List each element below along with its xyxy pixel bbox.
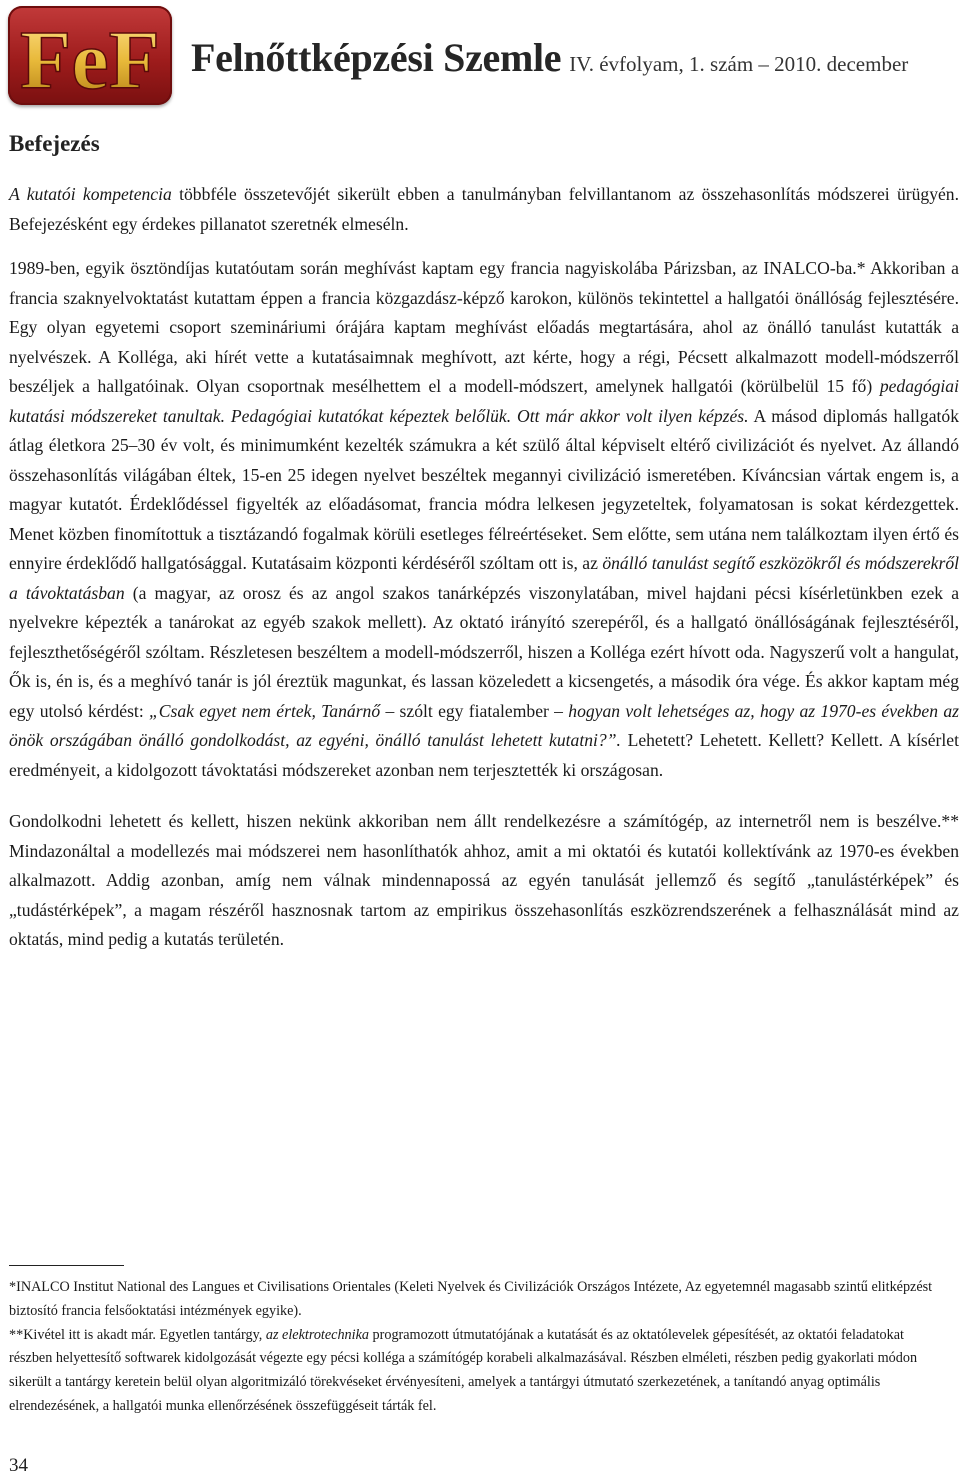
- fef-logo-icon: [8, 6, 172, 105]
- paragraph-2-italic-1: pedagógiai kutatási módszereket tanultak. Pedagógiai kutatókat képeztek belőlük. Ott már akkor volt ilyen képzés.: [9, 376, 959, 426]
- journal-issue: IV. évfolyam, 1. szám – 2010. december: [569, 52, 909, 76]
- paragraph-2: [9, 254, 959, 785]
- footnote-2-text-1: **Kivétel itt is akadt már. Egyetlen tantárgy,: [9, 1326, 266, 1343]
- footnote-2: [9, 1324, 949, 1419]
- footnote-divider: [9, 1265, 124, 1266]
- paragraph-2-text-3: (a magyar, az orosz és az angol szakos tanárképzés viszonylatában, mivel hajdani pécsi kísérletünkben ezek a nyelvekre képezték a tanárokat az egyéb szakok mellett). Az oktató irányító szerepéről, és a hallgató önállóságának fejlesztéséről, fejleszthetőségéről szóltam. Részletesen beszéltem a modell-módszerről, hiszen a Kolléga ezért hívott oda. Nagyszerű volt a hangulat, Ők is, én is, és a meghívó tanár is jól éreztük magunkat, és lassan közeledett a kicsengetés, a második óra vége. És akkor kaptam még egy utolsó kérdést:: [9, 582, 960, 721]
- footnote-2-italic: az elektrotechnika: [265, 1326, 369, 1343]
- paragraph-2-text-5: Lehetett? Lehetett. Kellett? Kellett. A kísérlet eredményeit, a kidolgozott távoktatási módszereket azonban nem terjesztették ki országosan.: [9, 730, 959, 780]
- article-body: [9, 180, 959, 955]
- page-header: [8, 6, 952, 106]
- footnote-2-text-2: programozott útmutatójának a kutatását és az oktatólevelek gépesítését, az oktatói feladatokat részben helyettesítő softwarek kidolgozását végezte egy pécsi kolléga a számítógép korabeli alkalmazásával. Részben elméleti, részben pedig gyakorlati módon sikerült a tantárgy keretein belül olyan algoritmizáló törekvéseket érvényesíteni, amelyek a tantárgyi útmutató szerkezetének, a tanítandó anyag optimális elrendezésének, a hallgatói munka ellenőrzésének összefüggéseit tárták fel.: [9, 1326, 918, 1414]
- paragraph-1-italic: A kutatói kompetencia: [9, 184, 172, 204]
- journal-logo: [8, 6, 172, 105]
- paragraph-2-text-2: A másod diplomás hallgatók átlag életkora 25–30 év volt, és minimumként kezelték számukra a két szülő által képviselt eltérő civilizációt és nyelvet. Az állandó összehasonlítás világában éltek, 15-en 25 idegen nyelvet beszéltek megannyi civilizáció ismeretében. Kíváncsian vártak engem is, a magyar kutatót. Érdeklődéssel figyelték az előadásomat, francia módra lelkesen jegyzeteltek, folyamatosan is sokat kérdezgettek. Menet közben finomítottuk a tisztázandó fogalmak körüli esetleges félreértéseket. Sem előtte, sem utána nem találkoztam ilyen értő és ennyire érdeklődő hallgatósággal. Kutatásaim központi kérdéséről szóltam ott is, az: [9, 405, 959, 573]
- footnote-1: *INALCO Institut National des Langues et Civilisations Orientales (Keleti Nyelvek és Civilizációk Országos Intézete, Az egyetemnél magasabb szintű elitképzést biztosító francia felsőoktatási intézmények egyike).: [9, 1279, 933, 1319]
- paragraph-2-italic-2: önálló tanulást segítő eszközökről és módszerekről a távoktatásban: [9, 553, 960, 603]
- logo-text: FeF: [20, 14, 160, 105]
- paragraph-3: Gondolkodni lehetett és kellett, hiszen nekünk akkoriban nem állt rendelkezésre a számítógép, az internetről nem is beszélve.** Mindazonáltal a modellezés mai módszerei nem hasonlíthatók ahhoz, amit a mi oktatói és kutatói kollektívánk az 1970-es években alkalmazott. Addig azonban, amíg nem válnak mindennapossá az egyén tanulását jellemző és segítő „tanulástérképek” és „tudástérképek”, a magam részéről hasznosnak tartom az empirikus összehasonlítás eszközrendszerének a felhasználását mind az oktatás, mind pedig a kutatás területén.: [9, 811, 959, 949]
- page-number: 34: [9, 1455, 28, 1476]
- journal-title: [191, 34, 908, 81]
- section-heading: Befejezés: [9, 131, 100, 156]
- paragraph-2-italic-4: hogyan volt lehetséges az, hogy az 1970-es években az önök országában önálló gondolkodást, az egyéni, önálló tanulást lehetett kutatni?”.: [9, 700, 959, 750]
- paragraph-1: [9, 180, 959, 239]
- footnotes: [9, 1276, 949, 1419]
- paragraph-1-text: többféle összetevőjét sikerült ebben a tanulmányban felvillantanom az összehasonlítás módszerei ürügyén. Befejezésként egy érdekes pillanatot szeretnék elmeséln.: [9, 184, 959, 234]
- paragraph-2-italic-3: „Csak egyet nem értek, Tanárnő: [149, 700, 381, 721]
- paragraph-2-text-4: – szólt egy fiatalember –: [380, 700, 569, 721]
- paragraph-2-text-1: 1989-ben, egyik ösztöndíjas kutatóutam során meghívást kaptam egy francia nagyiskolába Párizsban, az INALCO-ba.* Akkoriban a francia szaknyelvoktatást kutattam éppen a francia közgazdász-képző karokon, különös tekintettel a hallgatói önállóság fejlesztésére. Egy olyan egyetemi csoport szemináriumi órájára kaptam meghívást előadás megtartására, ahol az önálló tanulást kutatták a nyelvészek. A Kolléga, aki hírét vette a kutatásaimnak meghívott, azt kérte, hogy a régi, Pécsett alkalmazott modell-módszerről beszéljek a hallgatóinak. Olyan csoportnak mesélhettem el a modell-módszert, amelynek hallgatói (körülbelül 15 fő): [9, 258, 959, 396]
- journal-name: Felnőttképzési Szemle: [191, 35, 562, 80]
